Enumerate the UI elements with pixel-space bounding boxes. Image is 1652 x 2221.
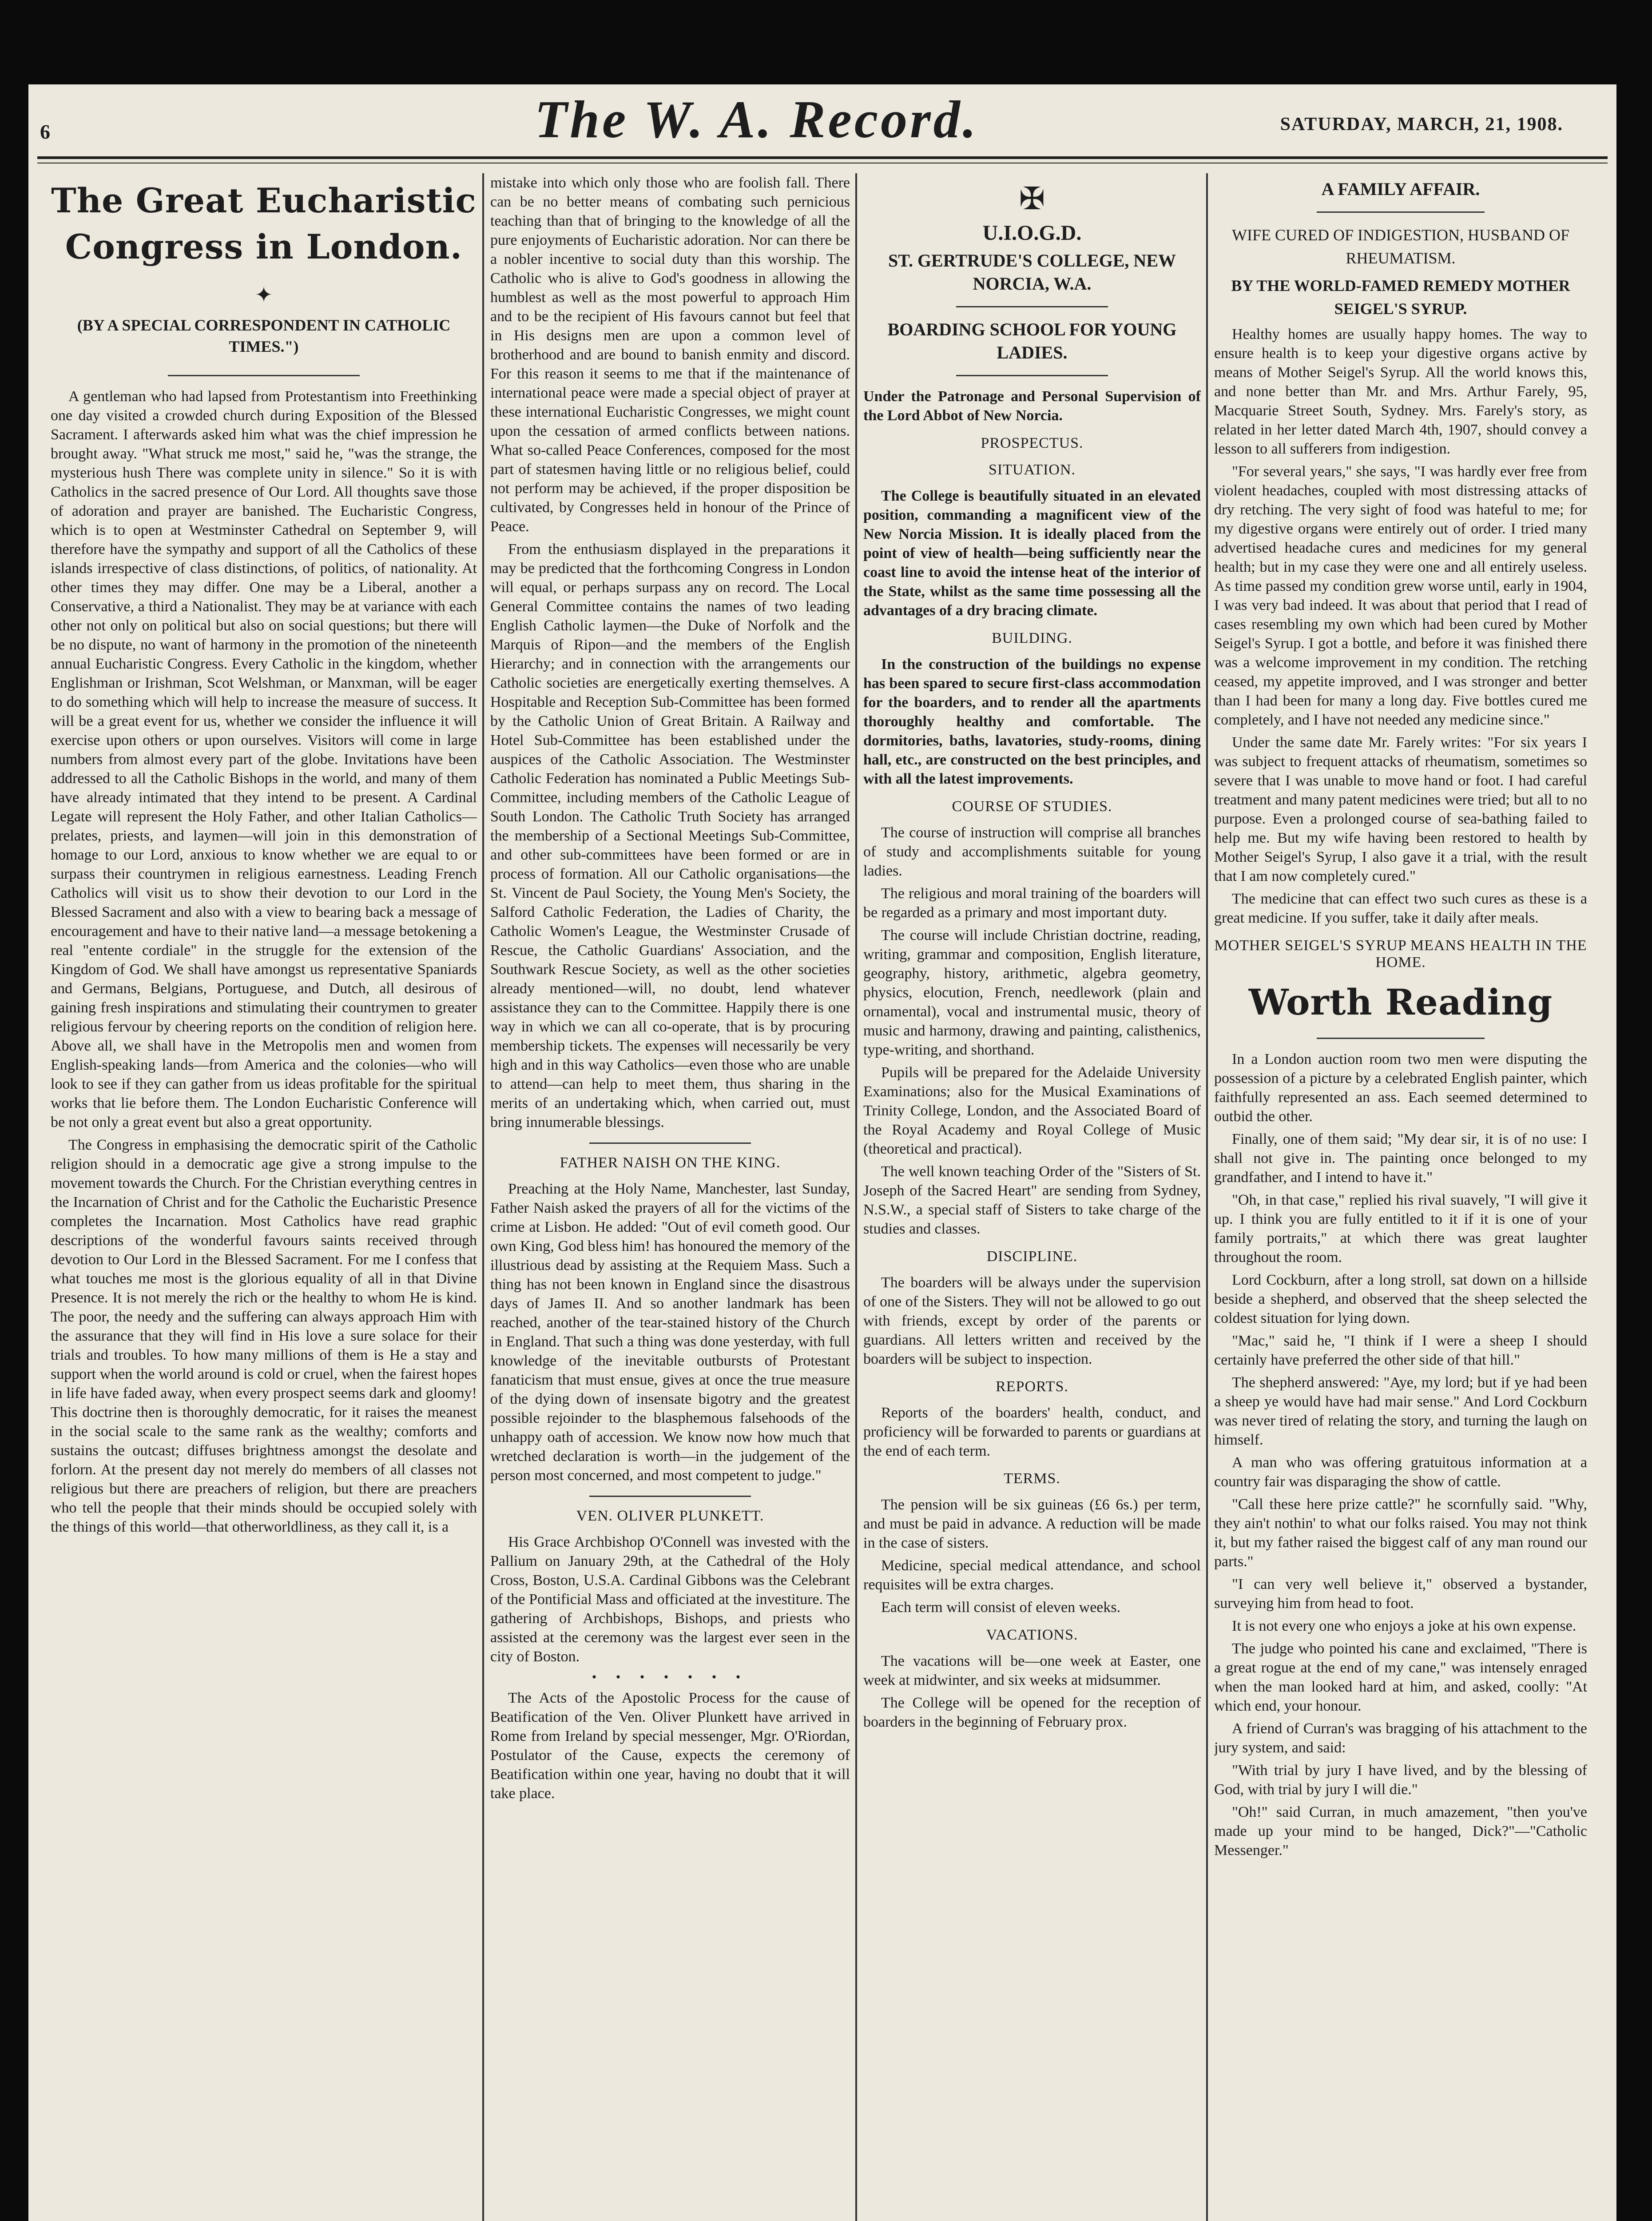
- section-heading: COURSE OF STUDIES.: [952, 798, 1112, 815]
- newspaper-title: The W. A. Record.: [535, 90, 979, 149]
- article-paragraph: The boarders will be always under the supervision of one of the Sisters. They will not be allowed to go out with friends, except by order of the parents or guardians. All letters written and received by the boarders will be subject to inspection.: [863, 1274, 1201, 1367]
- dateline: SATURDAY, MARCH, 21, 1908.: [1280, 114, 1563, 135]
- article-headline: The Great Eucharistic Congress in London.: [51, 181, 477, 267]
- article-paragraph: Preaching at the Holy Name, Manchester, last Sunday, Father Naish asked the prayers of all for the victims of the crime at Lisbon. He added: "Out of evil cometh good. Our own King, God bless him! has honoured the memory of the illustrious dead by assisting at the Requiem Mass. Such a thing has not been known in England since the disastrous days of James II. And so another landmark has been reached, another of the tear-stained history of the Church in England. That such a thing was done yesterday, with full knowledge of the inevitable outbursts of Protestant fanaticism that must ensue, gives at once the true measure of the dying down of insensate bigotry and the greatest possible rejoinder to the blasphemous falsehoods of the unhappy oath of accession. We know now how much that wretched declaration is worth—in the judgement of the person most concerned, and most competent to judge.": [490, 1181, 850, 1484]
- article-paragraph: "With trial by jury I have lived, and by the blessing of God, with trial by jury I will die.": [1214, 1762, 1587, 1798]
- article-paragraph: The course of instruction will comprise all branches of study and accomplishments suitable for young ladies.: [863, 824, 1201, 879]
- article-paragraph: In a London auction room two men were disputing the possession of a picture by a celebrated English painter, which faithfully represented an ass. Each seemed determined to outbid the other.: [1214, 1051, 1587, 1125]
- boarding-heading: BOARDING SCHOOL FOR YOUNG LADIES.: [887, 319, 1177, 362]
- ad-subheading: BY THE WORLD-FAMED REMEDY MOTHER SEIGEL'S SYRUP.: [1231, 277, 1570, 318]
- ad-heading: A FAMILY AFFAIR.: [1321, 179, 1480, 199]
- divider: [1317, 211, 1485, 213]
- article-paragraph: Medicine, special medical attendance, and school requisites will be extra charges.: [863, 1557, 1201, 1593]
- article-paragraph: The religious and moral training of the boarders will be regarded as a primary and most important duty.: [863, 885, 1201, 921]
- divider: [1317, 1038, 1485, 1039]
- divider: [589, 1142, 751, 1144]
- article-paragraph: The well known teaching Order of the "Sisters of St. Joseph of the Sacred Heart" are sending from Sydney, N.S.W., a special staff of Sisters to take charge of the studies and classes.: [863, 1163, 1201, 1237]
- article-paragraph: Lord Cockburn, after a long stroll, sat down on a hillside beside a shepherd, and observed that the sheep selected the coldest situation for lying down.: [1214, 1272, 1587, 1326]
- article-paragraph: A gentleman who had lapsed from Protestantism into Freethinking one day visited a crowded church during Exposition of the Blessed Sacrament. I afterwards asked him what was the chief impression he brought away. "What struck me most," said he, "was the strange, the mysterious hush There was complete unity in silence." So it is with Catholics in the sacred presence of Our Lord. All thoughts save those of adoration and prayer are banished. The Eucharistic Congress, which is to open at Westminster Cathedral on September 9, will therefore have the sympathy and support of all the Catholics of these islands irrespective of class distinctions, of politics, of nationality. At other times they may differ. One may be a Liberal, another a Conservative, a third a Nationalist. They may be at variance with each other not only on political but also on social questions; but there will be no dispute, no want of harmony in the promotion of the nineteenth annual Eucharistic Congress. Every Catholic in the kingdom, whether Englishman or Irishman, Scot Welshman, or Manxman, will be eager to do something which will help to increase the measure of success. It will be a great event for us, whether we consider the influence it will exercise upon others or upon ourselves. Visitors will come in large numbers from almost every part of the globe. Invitations have been addressed to all the Catholic Bishops in the world, and many of them have already intimated that they intend to be present. A Cardinal Legate will represent the Holy Father, and other Italian Catholics—prelates, priests, and laymen—will join in this demonstration of homage to our Lord, anxious to know whether we are equal to or surpass their countrymen in religious earnestness. Leading French Catholics will visit us to show their devotion to our Lord in the Blessed Sacrament and also with a view to bearing back a message of encouragement and have to their native land—a message betokening a real "entente cordiale" in the struggle for the extension of the Kingdom of God. We shall have amongst us representative Spaniards and Germans, Belgians, Portuguese, and Dutch, all desirous of gaining fresh inspirations and stimulating their countrymen to greater religious fervour by cheering reports on the condition of religion here. Above all, we shall have in the Metropolis men and women from English-speaking lands—from America and the colonies—who will look to see if they can gather from us ideas profitable for the spiritual works that lie before them. The London Eucharistic Conference will be not only a great event but also a great opportunity.: [51, 388, 477, 1130]
- article-paragraph: It is not every one who enjoys a joke at his own expense.: [1232, 1618, 1577, 1634]
- column-divider: [855, 173, 857, 2221]
- article-paragraph: "Call these here prize cattle?" he scornfully said. "Why, they ain't nothin' to what our folks raised. You may not think it, but my father raised the biggest calf of any man round our parts.": [1214, 1496, 1587, 1570]
- article-paragraph: "Oh, in that case," replied his rival suavely, "I will give it up. I think you are fully entitled to it if it is one of your family portraits," at which there was great laughter throughout the room.: [1214, 1192, 1587, 1266]
- article-paragraph: A man who was offering gratuitous information at a country fair was disparaging the show of cattle.: [1214, 1454, 1587, 1490]
- article-paragraph: Reports of the boarders' health, conduct, and proficiency will be forwarded to parents or guardians at the end of each term.: [863, 1405, 1201, 1459]
- section-heading: VEN. OLIVER PLUNKETT.: [576, 1508, 764, 1524]
- divider: [589, 1496, 751, 1497]
- column-4: [1214, 173, 1587, 2221]
- article-paragraph: The College will be opened for the reception of boarders in the beginning of February prox.: [863, 1695, 1201, 1730]
- article-paragraph: The Acts of the Apostolic Process for the cause of Beatification of the Ven. Oliver Plunkett have arrived in Rome from Ireland by special messenger, Mgr. O'Riordan, Postulator of the Cause, expects the ceremony of Beatification within one year, having no doubt that it will take place.: [490, 1690, 850, 1802]
- divider: [168, 375, 360, 376]
- article-paragraph: The Congress in emphasising the democratic spirit of the Catholic religion should in a democratic age give a strong impulse to the movement towards the Church. For the Christian everything centres in the Incarnation of Christ and for the Catholic the Eucharistic Presence completes the Incarnation. Most Catholics have read graphic descriptions of the wonderful favours saints received through devotion to Our Lord in the Blessed Sacrament. For me I confess that what touches me most is the glorious equality of all in that Divine Presence. It is not merely the rich or the healthy to whom He is kind. The poor, the needy and the suffering can always approach Him with the assurance that they will find in His love a sure solace for their trials and troubles. To how many millions of them is He a stay and support when the world around is cold or cruel, when the fairest hopes in life have faded away, when every prospect seems dark and gloomy! This doctrine then is thoroughly democratic, for it raises the meanest in the social scale to the same rank as the wealthy; comforts and sustains the outcast; diffuses brightness amongst the desolate and forlorn. At the present day not merely do members of all classes not religious but there are preachers of religion, but there are preachers who tell the people that their minds should be occupied solely with the things of this world—that otherworldliness, as they call it, is a: [51, 1137, 477, 1535]
- masthead-rule: [37, 156, 1608, 159]
- column-2: [490, 173, 850, 2221]
- section-heading: SITUATION.: [988, 462, 1076, 478]
- newspaper-page: [28, 84, 1616, 2221]
- article-paragraph: A friend of Curran's was bragging of his attachment to the jury system, and said:: [1214, 1720, 1587, 1756]
- column-divider: [1206, 173, 1208, 2221]
- article-paragraph: Finally, one of them said; "My dear sir, it is of no use: I shall not give in. The painting once belonged to my grandfather, and I intend to have it.": [1214, 1131, 1587, 1186]
- cross-icon: ✠: [1019, 182, 1045, 216]
- column-1: [51, 173, 477, 2221]
- article-paragraph: From the enthusiasm displayed in the preparations it may be predicted that the forthcoming Congress in London will equal, or perhaps surpass any on record. The Local General Committee contains the names of two leading English Catholic laymen—the Duke of Norfolk and the Marquis of Ripon—and the members of the English Hierarchy; and in connection with the arrangements our Catholic societies are energetically exerting themselves. A Hospitable and Reception Sub-Committee has been formed by the Catholic Union of Great Britain. A Railway and Hotel Sub-Committee has been established under the auspices of the Catholic Association. The Westminster Catholic Federation has nominated a Public Meetings Sub-Committee, including members of the Catholic League of South London. The Catholic Truth Society has arranged the membership of a Sectional Meetings Sub-Committee, and other sub-committees have been formed or are in process of formation. All our Catholic organisations—the St. Vincent de Paul Society, the Young Men's Society, the Salford Catholic Federation, the Ladies of Charity, the Catholic Women's League, the Westminster Crusade of Rescue, the Catholic Guardians' Association, and the Southwark Rescue Society, as well as the other societies already mentioned—will, no doubt, lend whatever assistance they can to the Committee. Happily there is one way in which we can all co-operate, that is by procuring membership tickets. The expenses will necessarily be very high and in this way Catholics—even those who are unable to attend—can help to meet them, thus sharing in the merits of an undertaking which, when carried out, must bring innumerable blessings.: [490, 541, 850, 1130]
- section-title: Worth Reading: [1248, 981, 1553, 1023]
- page-number: 6: [40, 120, 50, 143]
- section-heading: PROSPECTUS.: [981, 435, 1084, 451]
- column-3: [863, 173, 1201, 2221]
- byline: (BY A SPECIAL CORRESPONDENT IN CATHOLIC TIMES."): [77, 316, 451, 355]
- masthead: [28, 84, 1616, 160]
- section-heading: REPORTS.: [996, 1378, 1068, 1395]
- patronage-text: Under the Patronage and Personal Supervision of the Lord Abbot of New Norcia.: [863, 388, 1201, 424]
- column-divider: [482, 173, 484, 2221]
- article-paragraph: Healthy homes are usually happy homes. The way to ensure health is to keep your digestive organs active by means of Mother Seigel's Syrup. All the world knows this, and none better than Mr. and Mrs. Arthur Farely, 95, Macquarie Street South, Sydney. Mrs. Farely's story, as related in her letter dated March 4th, 1907, should convey a lesson to all sufferers from indigestion.: [1214, 326, 1587, 457]
- article-paragraph: The pension will be six guineas (£6 6s.) per term, and must be paid in advance. A reduction will be made in the case of sisters.: [863, 1497, 1201, 1551]
- section-heading: TERMS.: [1004, 1470, 1060, 1487]
- article-paragraph: "I can very well believe it," observed a bystander, surveying him from head to foot.: [1214, 1576, 1587, 1612]
- motto: U.I.O.G.D.: [982, 221, 1082, 245]
- divider: [956, 306, 1108, 307]
- article-paragraph: The College is beautifully situated in an elevated position, commanding a magnificent view of the New Norcia Mission. It is ideally placed from the point of view of health—being sufficiently near the coast line to avoid the intense heat of the interior of the State, whilst as the same time possessing all the advantages of a dry bracing climate.: [863, 488, 1201, 619]
- article-paragraph: The judge who pointed his cane and exclaimed, "There is a great rogue at the end of my cane," was intensely enraged when the man looked hard at him, and asked, coolly: "At which end, your honour.: [1214, 1640, 1587, 1714]
- article-paragraph: The medicine that can effect two such cures as these is a great medicine. If you suffer, take it daily after meals.: [1214, 891, 1587, 926]
- bullet-separator: • • • • • • •: [592, 1670, 749, 1684]
- article-paragraph: The course will include Christian doctrine, reading, writing, grammar and composition, English literature, geography, history, arithmetic, algebra geometry, physics, elocution, French, needlework (plain and ornamental), vocal and instrumental music, theory of music and harmony, drawing and painting, calisthenics, type-writing, and shorthand.: [863, 927, 1201, 1058]
- article-paragraph: "Oh!" said Curran, in much amazement, "then you've made up your mind to be hanged, Dick?"—"Catholic Messenger.": [1214, 1804, 1587, 1859]
- ad-subheading: WIFE CURED OF INDIGESTION, HUSBAND OF RHEUMATISM.: [1231, 226, 1569, 267]
- article-paragraph: Under the same date Mr. Farely writes: "For six years I was subject to frequent attacks of rheumatism, sometimes so severe that I was unable to move hand or foot. I had careful treatment and many patent medicines were tried; but all to no purpose. Even a prolonged course of sea-bathing failed to help me. But my wife having been restored to health by Mother Seigel's Syrup, I also gave it a trial, with the result that I am now completely cured.": [1214, 734, 1587, 884]
- section-heading: DISCIPLINE.: [986, 1248, 1078, 1265]
- ornament-icon: ✦: [254, 283, 273, 307]
- college-name: ST. GERTRUDE'S COLLEGE, NEW NORCIA, W.A.: [888, 251, 1176, 294]
- section-heading: VACATIONS.: [986, 1627, 1078, 1643]
- article-paragraph: "Mac," said he, "I think if I were a sheep I should certainly have preferred the other side of that hill.": [1214, 1333, 1587, 1368]
- article-paragraph: His Grace Archbishop O'Connell was invested with the Pallium on January 29th, at the Cathedral of the Holy Cross, Boston, U.S.A. Cardinal Gibbons was the Celebrant of the Pontificial Mass and officiated at the investiture. The gathering of Archbishops, Bishops, and priests who assisted at the ceremony was the largest ever seen in the city of Boston.: [490, 1534, 850, 1665]
- article-paragraph: Each term will consist of eleven weeks.: [881, 1599, 1121, 1616]
- divider: [956, 375, 1108, 376]
- article-paragraph: The shepherd answered: "Aye, my lord; but if ye had been a sheep ye would have had mair sense." And Lord Cockburn was never tired of relating the story, and turning the laugh on himself.: [1214, 1374, 1587, 1448]
- article-paragraph: Pupils will be prepared for the Adelaide University Examinations; also for the Musical Examinations of Trinity College, London, and the Associated Board of the Royal Academy and Royal College of Music (theoretical and practical).: [863, 1064, 1201, 1157]
- article-paragraph: In the construction of the buildings no expense has been spared to secure first-class accommodation for the boarders, and to render all the apartments thoroughly healthy and comfortable. The dormitories, baths, lavatories, study-rooms, dining hall, etc., are constructed on the best principles, and with all the latest improvements.: [863, 656, 1201, 787]
- ad-slogan: MOTHER SEIGEL'S SYRUP MEANS HEALTH IN THE HOME.: [1214, 937, 1587, 971]
- section-heading: BUILDING.: [992, 630, 1072, 646]
- article-paragraph: "For several years," she says, "I was hardly ever free from violent headaches, coupled with most distressing attacks of dry retching. The very sight of food was hateful to me; for my digestive organs were entirely out of order. I tried many advertised headache cures and medicines for my general health; but in my case they were one and all entirely useless. As time passed my condition grew worse until, early in 1904, I was very bad indeed. It was about that period that I read of cases resembling my own which had been cured by Mother Seigel's Syrup. I got a bottle, and before it was finished there was a welcome improvement in my condition. The retching ceased, my appetite improved, and I was stronger and better than I had been for many a long day. Five bottles cured me completely, and I have not needed any medicine since.": [1214, 463, 1587, 728]
- article-paragraph: The vacations will be—one week at Easter, one week at midwinter, and six weeks at midsummer.: [863, 1653, 1201, 1688]
- section-heading: FATHER NAISH ON THE KING.: [560, 1154, 781, 1171]
- article-paragraph: mistake into which only those who are foolish fall. There can be no better means of combating such pernicious teaching than that of bringing to the knowledge of all the pure enjoyments of Eucharistic adoration. Nor can there be a nobler incentive to social duty than this worship. The Catholic who is alive to God's goodness in allowing the humblest as well as the most powerful to approach Him and to be the recipient of His favours cannot but feel that in His designs men are upon a common level of brotherhood and are bound to banish enmity and discord. For this reason it seems to me that if the maintenance of international peace were made a special object of prayer at these international Eucharistic Congresses, we might count upon the cessation of armed conflicts between nations. What so-called Peace Conferences, composed for the most part of statesmen having little or no religious belief, could not perform may be achieved, if the proper disposition be cultivated, by Congresses held in honour of the Prince of Peace.: [490, 175, 850, 535]
